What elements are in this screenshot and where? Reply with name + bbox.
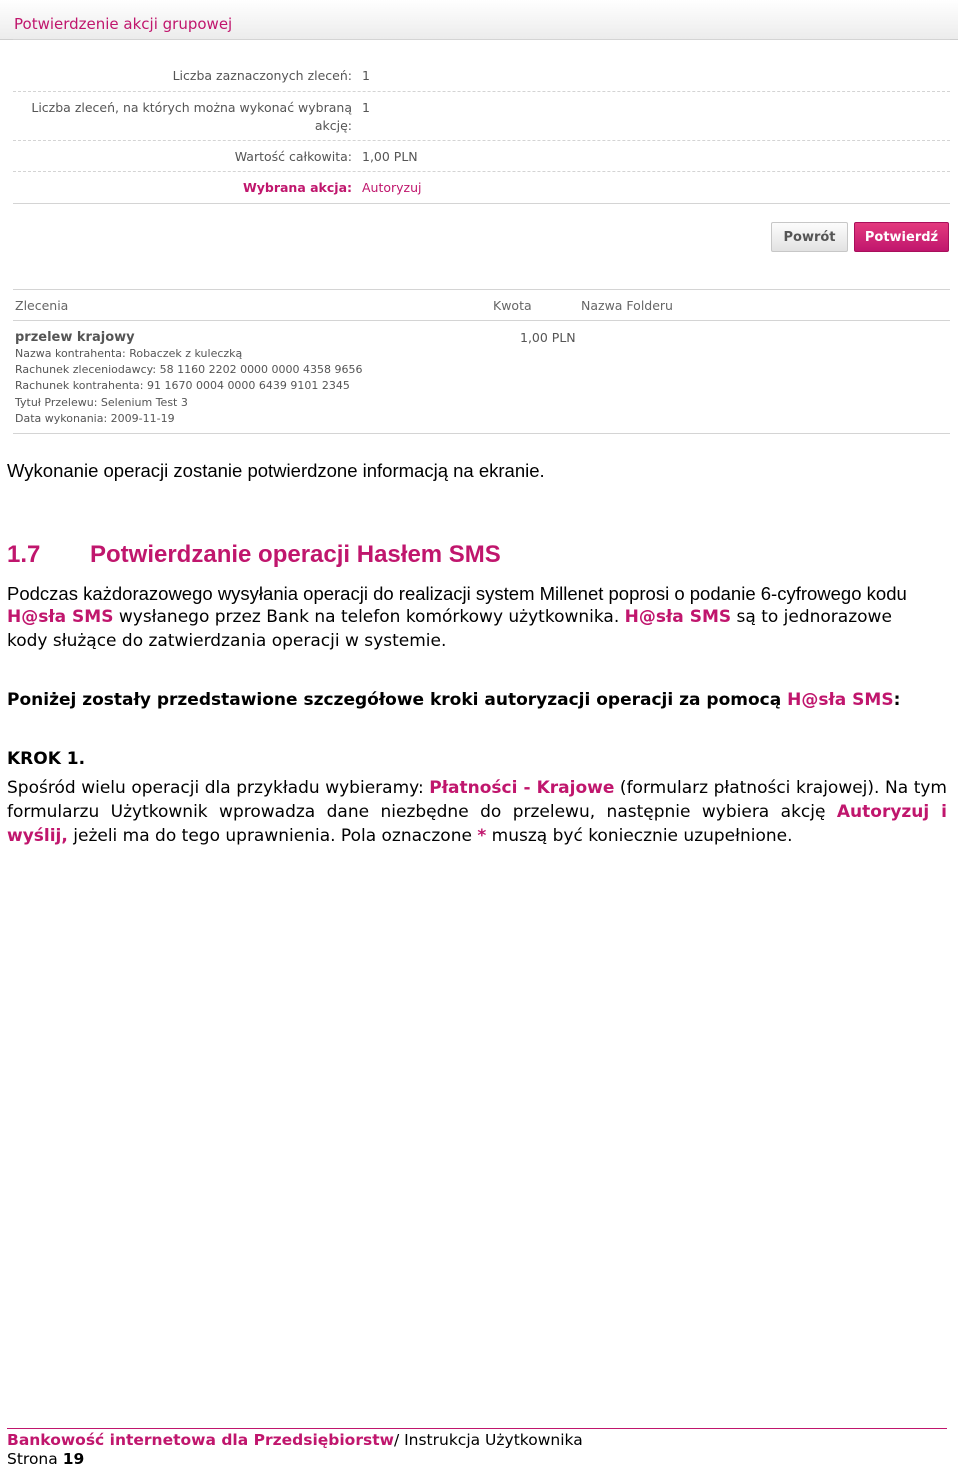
possible-count-value: 1 (362, 100, 370, 115)
text: wysłanego przez Bank na telefon komórkowy użytkownika. (113, 607, 625, 627)
text: muszą być koniecznie uzupełnione. (486, 826, 793, 846)
selected-count-label: Liczba zaznaczonych zleceń: (172, 68, 352, 83)
selected-action-label: Wybrana akcja: (242, 180, 352, 195)
paragraph-intro-line1: Podczas każdorazowego wysyłania operacji do realizacji system Millenet poprosi o podanie 6-cyfrowego kodu (7, 583, 907, 604)
section-title: Potwierdzanie operacji Hasłem SMS (90, 541, 501, 568)
confirm-group-action-screenshot (0, 0, 960, 440)
text: Poniżej zostały przedstawione szczegółowe kroki autoryzacji operacji za pomocą (7, 690, 788, 710)
paragraph-intro-line2 (7, 605, 947, 629)
footer-brand: Bankowość internetowa dla Przedsiębiorstw (7, 1431, 394, 1449)
text: jeżeli ma do tego uprawnienia. Pola oznaczone (67, 826, 478, 846)
possible-count-label-line2: akcję: (314, 118, 352, 133)
section-number: 1.7 (7, 541, 41, 568)
step-heading: KROK 1. (7, 749, 86, 769)
paragraph-step1 (7, 776, 947, 848)
required-asterisk: * (477, 826, 487, 846)
text: są to jednorazowe (731, 607, 892, 627)
menu-path-payments: Płatności - Krajowe (429, 778, 615, 798)
column-header-folder: Nazwa Folderu (581, 298, 673, 313)
order-detail-date: Data wykonania: 2009-11-19 (15, 412, 175, 425)
footer-divider (7, 1428, 947, 1429)
column-header-orders: Zlecenia (15, 298, 69, 313)
divider (13, 320, 950, 321)
section-heading (7, 541, 501, 569)
page-label: Strona (7, 1450, 58, 1466)
possible-count-label-line1: Liczba zleceń, na których można wykonać wybraną (31, 100, 352, 115)
caption: Wykonanie operacji zostanie potwierdzone informacją na ekranie. (7, 460, 545, 481)
order-detail-payee-account: Rachunek kontrahenta: 91 1670 0004 0000 6439 9101 2345 (15, 379, 350, 392)
text: Spośród wielu operacji dla przykładu wybieramy: (7, 778, 430, 798)
text: (formularz płatności krajowej). Na tym formularzu Użytkownik wprowadza dane niezbędne do przelewu, następnie wybiera akcję (7, 778, 947, 822)
column-header-amount: Kwota (493, 298, 532, 313)
hasla-sms-term: H@sła SMS (787, 690, 894, 710)
divider (13, 171, 950, 172)
total-value-label: Wartość całkowita: (234, 149, 352, 164)
total-value: 1,00 PLN (362, 149, 418, 164)
divider (13, 289, 950, 290)
order-amount: 1,00 PLN (520, 330, 576, 345)
selected-count-value: 1 (362, 68, 370, 83)
panel-header (0, 0, 958, 40)
order-detail-title: Tytuł Przelewu: Selenium Test 3 (15, 396, 188, 409)
hasla-sms-term: H@sła SMS (7, 607, 114, 627)
divider (13, 39, 950, 40)
text: : (893, 690, 901, 710)
page-indicator (7, 1450, 84, 1466)
divider (13, 140, 950, 141)
selected-action-value: Autoryzuj (362, 180, 422, 195)
footer-title (7, 1431, 583, 1449)
action-authorize-send: Autoryzuj i wyślij, (7, 802, 947, 846)
order-detail-payer-account: Rachunek zleceniodawcy: 58 1160 2202 0000 0000 4358 9656 (15, 363, 363, 376)
hasla-sms-term: H@sła SMS (624, 607, 732, 627)
divider (13, 91, 950, 92)
footer-subtitle: / Instrukcja Użytkownika (393, 1431, 583, 1449)
confirm-button[interactable]: Potwierdź (854, 222, 949, 252)
panel-title: Potwierdzenie akcji grupowej (14, 15, 233, 33)
page-number: 19 (62, 1450, 85, 1466)
order-detail-counterparty: Nazwa kontrahenta: Robaczek z kuleczką (15, 347, 243, 360)
paragraph-steps-intro (7, 688, 947, 712)
back-button[interactable]: Powrót (771, 222, 848, 252)
divider (13, 203, 950, 204)
order-type: przelew krajowy (15, 330, 135, 345)
paragraph-intro-line3: kody służące do zatwierdzania operacji w systemie. (7, 631, 447, 651)
divider (13, 433, 950, 434)
